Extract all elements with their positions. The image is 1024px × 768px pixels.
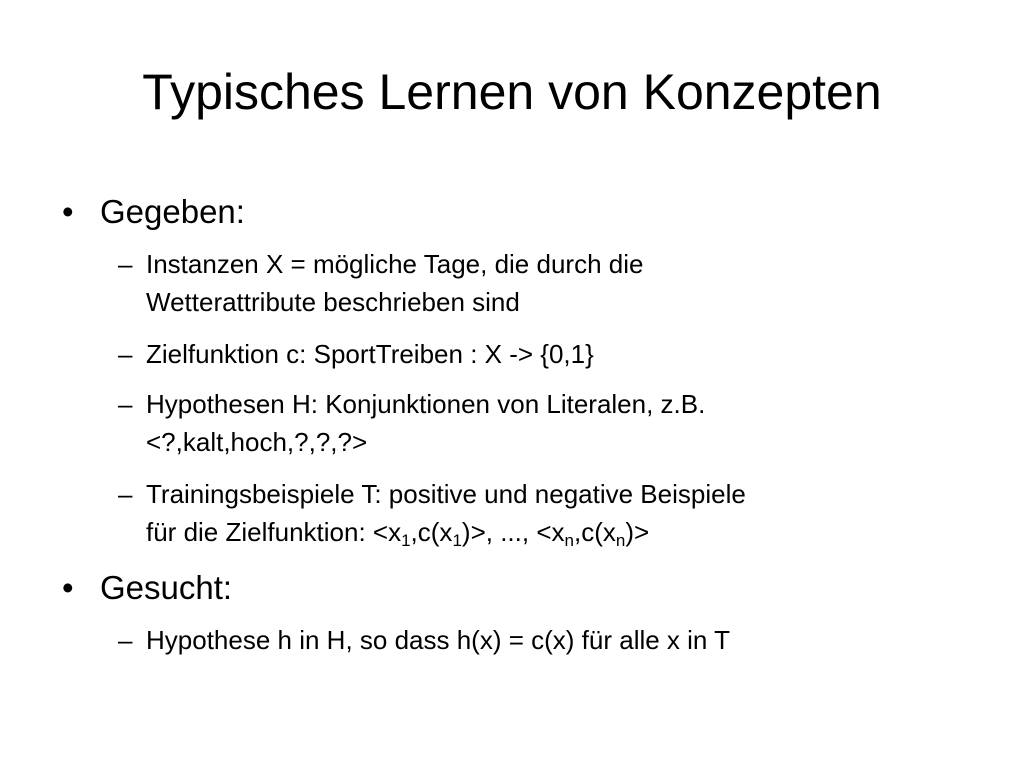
text-part: )>, ..., <x xyxy=(461,517,565,547)
text-line: Wetterattribute beschrieben sind xyxy=(146,287,520,317)
subscript: n xyxy=(615,531,626,550)
sub-item-text xyxy=(146,385,705,461)
dash-icon: – xyxy=(118,339,133,369)
text-line: <?,kalt,hoch,?,?,?> xyxy=(146,427,368,457)
text-part: für die Zielfunktion: <x xyxy=(146,517,402,547)
subscript: 1 xyxy=(401,531,411,550)
dash-icon: – xyxy=(118,625,133,655)
bullet-icon: • xyxy=(62,193,74,230)
text-line-with-subscripts xyxy=(146,517,650,550)
text-line: Trainingsbeispiele T: positive und negative Beispiele xyxy=(146,479,746,509)
dash-icon: – xyxy=(118,249,133,279)
given-label: Gegeben: xyxy=(100,193,245,230)
slide-title: Typisches Lernen von Konzepten xyxy=(142,64,882,120)
sub-item-text xyxy=(146,245,643,321)
dash-icon: – xyxy=(118,479,133,509)
text-part: ,c(x xyxy=(573,517,616,547)
text-line: Instanzen X = mögliche Tage, die durch die xyxy=(146,249,644,279)
subscript: n xyxy=(564,531,574,550)
subscript: 1 xyxy=(452,531,462,550)
sub-item-text xyxy=(146,335,594,373)
text-line: Hypothesen H: Konjunktionen von Literalen, z.B. xyxy=(146,389,706,419)
bullet-icon: • xyxy=(62,569,74,606)
sub-item-text xyxy=(146,621,730,659)
text-part: ,c(x xyxy=(410,517,453,547)
text-line: Zielfunktion c: SportTreiben : X -> {0,1} xyxy=(146,339,594,369)
sought-label: Gesucht: xyxy=(100,569,233,606)
dash-icon: – xyxy=(118,389,133,419)
text-line: Hypothese h in H, so dass h(x) = c(x) für alle x in T xyxy=(146,625,731,655)
text-part: )> xyxy=(625,517,650,547)
sub-item-text xyxy=(146,475,746,551)
